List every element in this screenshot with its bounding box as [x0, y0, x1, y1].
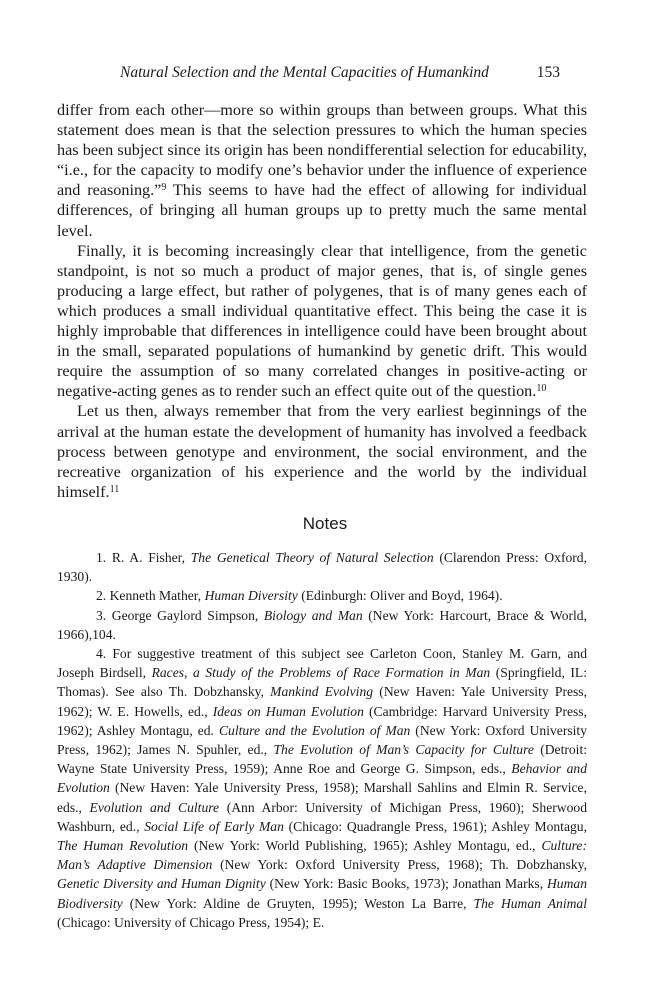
notes-heading: Notes	[302, 514, 348, 533]
footnote-ref: 9	[161, 182, 167, 194]
footnote-ref: 11	[109, 483, 120, 495]
note-item: 2. Kenneth Mather, Human Diversity (Edinburgh: Oliver and Boyd, 1964).	[96, 588, 503, 604]
body-text	[57, 100, 587, 502]
running-header	[120, 64, 560, 86]
running-title: Natural Selection and the Mental Capacities of Humankind	[120, 64, 489, 81]
note-item: 3. George Gaylord Simpson, Biology and Man (New York: Harcourt, Brace & World, 1966),104.	[57, 607, 587, 642]
paragraph: differ from each other—more so within groups than between groups. What this statement does mean is that the selection pressures to which the human species has been subject since its origin has been nondifferential selection for educability, “i.e., for the capacity to modify one’s behavior under the influence of experience and reasoning.”$^9$ This seems to have had the effect of allowing for individual differences, of bringing all human groups up to pretty much the same mental level.	[57, 101, 587, 240]
footnote-ref: 10	[536, 383, 547, 395]
note-item: 4. For suggestive treatment of this subject see Carleton Coon, Stanley M. Garn, and Joseph Birdsell, Races, a Study of the Problems of Race Formation in Man (Springfield, IL: Thomas). See also Th. Dobzhansky, Mankind Evolving (New Haven: Yale University Press, 1962); W. E. Howells, ed., Ideas on Human Evolution (Cambridge: Harvard University Press, 1962); Ashley Montagu, ed. Culture and the Evolution of Man (New York: Oxford University Press, 1962); James N. Spuhler, ed., The Evolution of Man’s Capacity for Culture (Detroit: Wayne State University Press, 1959); Anne Roe and George G. Simpson, eds., Behavior and Evolution (New Haven: Yale University Press, 1958); Marshall Sahlins and Elmin R. Service, eds., Evolution and Culture (Ann Arbor: University of Michigan Press, 1960); Sherwood Washburn, ed., Social Life of Early Man (Chicago: Quadrangle Press, 1961); Ashley Montagu, The Human Revolution (New York: World Publishing, 1965); Ashley Montagu, ed., Culture: Man’s Adaptive Dimension (New York: Oxford University Press, 1968); Th. Dobzhansky, Genetic Diversity and Human Dignity (New York: Basic Books, 1973); Jonathan Marks, Human Biodiversity (New York: Aldine de Gruyten, 1995); Weston La Barre, The Human Animal (Chicago: University of Chicago Press, 1954); E.	[57, 646, 588, 930]
page-number: 153	[536, 64, 560, 81]
paragraph: Finally, it is becoming increasingly clear that intelligence, from the genetic standpoint, is not so much a product of major genes, that is, of single genes producing a large effect, but rather of polygenes, that is of many genes each of which produces a small individual quantitative effect. This being the case it is highly improbable that differences in intelligence could have been brought about in the small, separated populations of humankind by genetic drift. This would require the assumption of so many correlated changes in positive-acting or negative-acting genes as to render such an effect quite out of the question.$^{10}$	[57, 241, 587, 401]
notes-list	[57, 548, 587, 932]
paragraph: Let us then, always remember that from the very earliest beginnings of the arrival at the human estate the development of humanity has involved a feedback process between genotype and environment, the social environment, and the recreative organization of his experience and the world by the individual himself.$^{11}$	[57, 402, 587, 501]
note-item: 1. R. A. Fisher, The Genetical Theory of Natural Selection (Clarendon Press: Oxford, 1930).	[57, 550, 587, 585]
